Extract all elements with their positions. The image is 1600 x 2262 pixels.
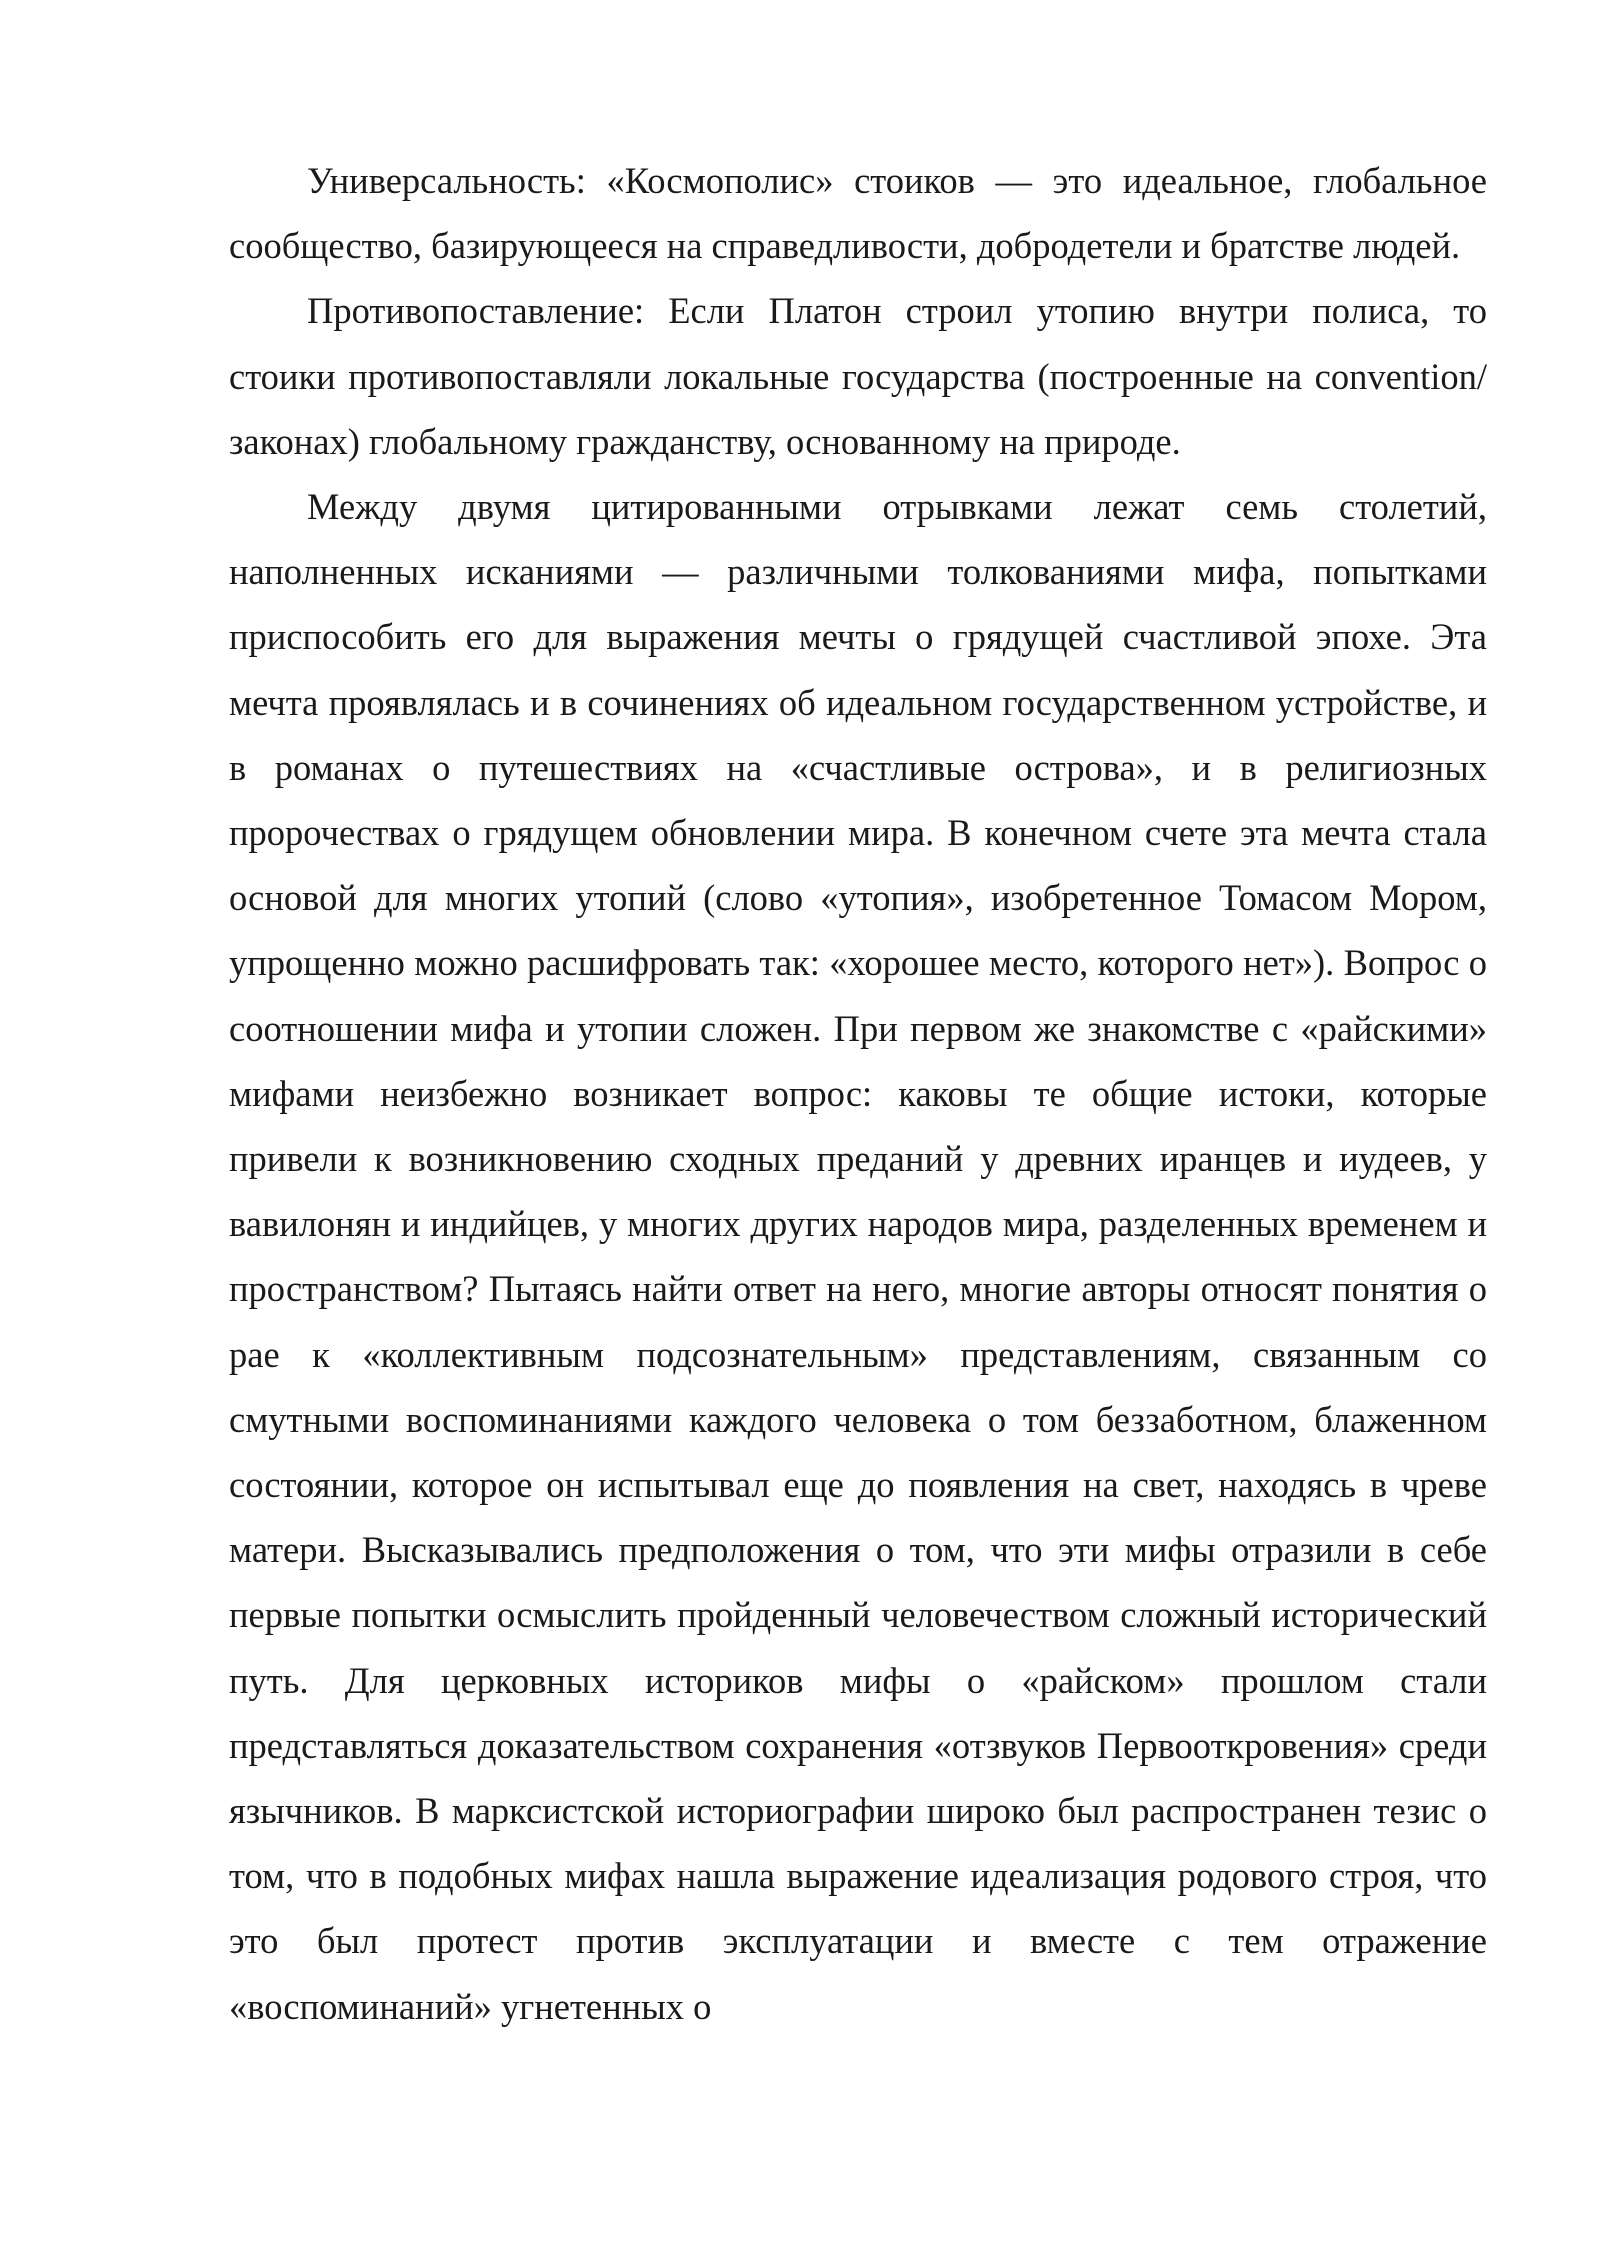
paragraph-opposition: Противопоставление: Если Платон строил утопию внутри полиса, то стоики противопоставляли локальные государства (построенные на convention/законах) глобальному гражданству, основанному на природе. [229,290,1487,462]
paragraph-myth-and-utopia: Между двумя цитированными отрывками лежат семь столетий, наполненных исканиями — различными толкованиями мифа, попытками приспособить его для выражения мечты о грядущей счастливой эпохе. Эта мечта проявлялась и в сочинениях об идеальном государственном устройстве, и в романах о путешествиях на «счастливые острова», и в религиозных пророчествах о грядущем обновлении мира. В конечном счете эта мечта стала основой для многих утопий (слово «утопия», изобретенное Томасом Мором, упрощенно можно расшифровать так: «хорошее место, которого нет»). Вопрос о соотношении мифа и утопии сложен. При первом же знакомстве с «райскими» мифами неизбежно возникает вопрос: каковы те общие истоки, которые привели к возникновению сходных преданий у древних иранцев и иудеев, у вавилонян и индийцев, у многих других народов мира, разделенных временем и пространством? Пытаясь найти ответ на него, многие авторы относят понятия о рае к «коллективным подсознательным» представлениям, связанным со смутными воспоминаниями каждого человека о том беззаботном, блаженном состоянии, которое он испытывал еще до появления на свет, находясь в чреве матери. Высказывались предположения о том, что эти мифы отразили в себе первые попытки осмыслить пройденный человечеством сложный исторический путь. Для церковных историков мифы о «райском» прошлом стали представляться доказательством сохранения «отзвуков Первооткровения» среди язычников. В марксистской историографии широко был распространен тезис о том, что в подобных мифах нашла выражение идеализация родового строя, что это был протест против эксплуатации и вместе с тем отражение «воспоминаний» угнетенных о [229,486,1487,2027]
paragraph-universality: Универсальность: «Космополис» стоиков — это идеальное, глобальное сообщество, базирующееся на справедливости, добродетели и братстве людей. [229,160,1487,267]
document-body [229,148,1487,2039]
